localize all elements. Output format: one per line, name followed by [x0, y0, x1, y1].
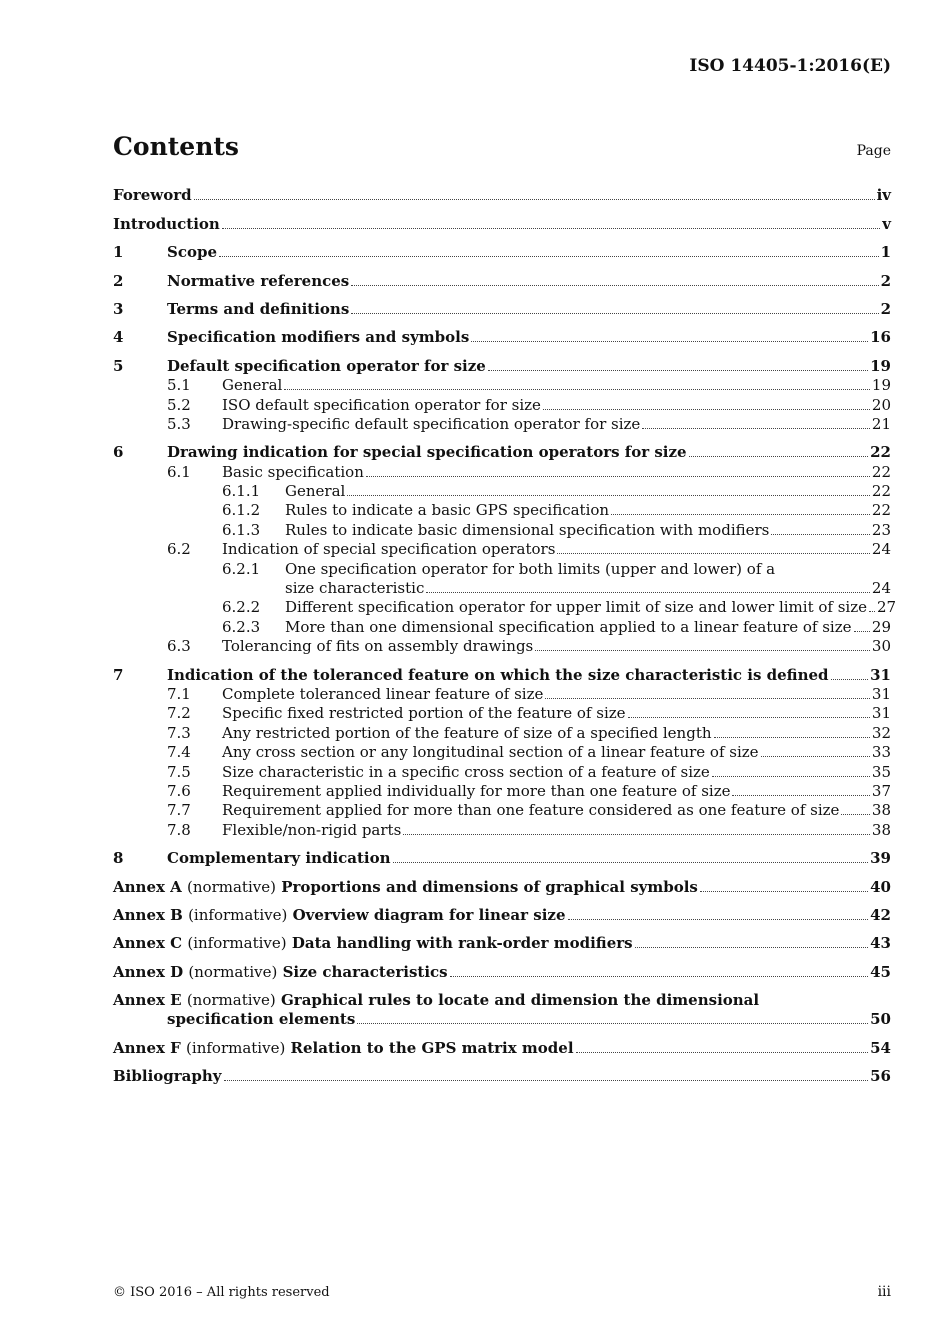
toc-entry-number: 6.2.3 — [222, 617, 261, 636]
annex-kind: (informative) — [187, 934, 287, 953]
toc-entry[interactable] — [113, 395, 891, 414]
toc-entry[interactable] — [113, 991, 891, 1010]
toc-entry-page: 32 — [871, 723, 891, 742]
toc-entry-number: 7.3 — [167, 723, 191, 742]
annex-label: Annex D — [113, 962, 184, 981]
toc-entry-title — [113, 1039, 574, 1058]
toc-entry-title: General — [285, 482, 346, 501]
toc-entry-number: 6.1 — [167, 462, 191, 481]
toc-entry[interactable] — [113, 801, 891, 820]
page-column-label: Page — [856, 143, 891, 159]
toc-entry[interactable] — [113, 501, 891, 520]
toc-entry-page: 22 — [871, 501, 891, 520]
table-of-contents — [113, 186, 897, 1086]
dot-leader — [219, 256, 879, 257]
toc-entry-page: 35 — [871, 762, 891, 781]
toc-entry-number: 7.2 — [167, 704, 191, 723]
annex-label: Annex B — [113, 905, 183, 924]
toc-entry-title: One specification operator for both limits (upper and lower) of a — [285, 559, 776, 578]
toc-entry-page: 22 — [870, 443, 891, 462]
toc-entry-page: 39 — [870, 849, 891, 868]
toc-entry-page: 50 — [870, 1010, 891, 1029]
toc-entry-title: Foreword — [113, 186, 192, 205]
dot-leader — [357, 1023, 868, 1024]
toc-entry-title: Basic specification — [222, 462, 364, 481]
toc-entry-number: 5.3 — [167, 414, 191, 433]
toc-entry[interactable] — [113, 617, 891, 636]
toc-entry[interactable] — [113, 906, 891, 925]
toc-entry[interactable] — [113, 704, 891, 723]
toc-entry[interactable] — [113, 559, 891, 578]
toc-entry-number: 3 — [113, 299, 124, 318]
toc-entry-page: 31 — [870, 665, 891, 684]
dot-leader — [628, 717, 870, 718]
toc-entry-page: 43 — [870, 934, 891, 953]
annex-title: Overview diagram for linear size — [292, 905, 566, 924]
toc-entry-page: 37 — [871, 781, 891, 800]
toc-entry-number: 7.1 — [167, 684, 191, 703]
toc-entry[interactable] — [113, 962, 891, 981]
toc-entry-number: 5 — [113, 356, 124, 375]
toc-entry-page: 40 — [870, 877, 891, 896]
toc-entry-page: 19 — [870, 356, 891, 375]
annex-label: Annex A — [113, 877, 182, 896]
dot-leader — [351, 313, 878, 314]
toc-entry-title: Normative references — [167, 271, 350, 290]
toc-entry[interactable] — [113, 685, 891, 704]
toc-entry-number: 7.8 — [167, 820, 191, 839]
dot-leader — [700, 891, 868, 892]
toc-entry-page: 29 — [871, 617, 891, 636]
toc-entry[interactable] — [113, 637, 891, 656]
toc-entry-continuation[interactable] — [113, 579, 891, 598]
toc-entry-title: Tolerancing of fits on assembly drawings — [222, 637, 534, 656]
toc-entry-page: 22 — [871, 482, 891, 501]
toc-entry-title: Rules to indicate a basic GPS specification — [285, 501, 610, 520]
toc-entry[interactable] — [113, 598, 897, 617]
toc-entry[interactable] — [113, 849, 891, 868]
dot-leader — [712, 776, 870, 777]
dot-leader — [222, 228, 880, 229]
toc-entry[interactable] — [113, 665, 891, 684]
toc-entry-page: 33 — [871, 743, 891, 762]
toc-entry-title: Complete toleranced linear feature of size — [222, 684, 544, 703]
dot-leader — [635, 947, 869, 948]
toc-entry-number: 5.2 — [167, 395, 191, 414]
dot-leader — [831, 679, 869, 680]
toc-entry-page: 19 — [871, 376, 891, 395]
toc-entry[interactable] — [113, 743, 891, 762]
toc-entry-number: 2 — [113, 271, 124, 290]
toc-entry-page: 1 — [880, 243, 891, 262]
toc-entry-title — [113, 991, 759, 1010]
dot-leader — [557, 553, 870, 554]
toc-entry-title: Any restricted portion of the feature of size of a specified length — [222, 723, 712, 742]
dot-leader — [869, 611, 875, 612]
toc-entry-number: 6.1.2 — [222, 501, 261, 520]
dot-leader — [194, 199, 875, 200]
toc-entry-number: 6.2.1 — [222, 559, 261, 578]
toc-entry-number: 6.2 — [167, 540, 191, 559]
toc-entry-title: Different specification operator for upper limit of size and lower limit of size — [285, 598, 867, 617]
toc-entry-page: iv — [876, 186, 891, 205]
toc-entry[interactable] — [113, 877, 891, 896]
dot-leader — [224, 1080, 869, 1081]
annex-label: Annex F — [113, 1038, 181, 1057]
toc-entry-page: 38 — [871, 801, 891, 820]
dot-leader — [347, 495, 870, 496]
footer-copyright: © ISO 2016 – All rights reserved — [113, 1285, 330, 1300]
dot-leader — [450, 976, 869, 977]
toc-entry-title: Rules to indicate basic dimensional specification with modifiers — [285, 520, 770, 539]
toc-entry-number: 6.1.1 — [222, 482, 261, 501]
toc-entry-number: 6.2.2 — [222, 598, 261, 617]
toc-entry-number: 8 — [113, 849, 124, 868]
annex-kind: (normative) — [187, 877, 276, 896]
dot-leader — [351, 285, 878, 286]
toc-entry-page: 31 — [871, 704, 891, 723]
dot-leader — [393, 862, 869, 863]
toc-entry-title — [113, 878, 698, 897]
toc-entry-page: 45 — [870, 962, 891, 981]
toc-entry-title: Bibliography — [113, 1067, 222, 1086]
toc-entry-title: Indication of the toleranced feature on which the size characteristic is defined — [167, 665, 829, 684]
toc-entry[interactable] — [113, 443, 891, 462]
dot-leader — [543, 409, 870, 410]
toc-entry-title: Requirement applied individually for more than one feature of size — [222, 781, 731, 800]
toc-entry[interactable] — [113, 1038, 891, 1057]
toc-entry-title-cont: specification elements — [167, 1010, 356, 1029]
toc-entry-title: Complementary indication — [167, 849, 391, 868]
dot-leader — [841, 814, 869, 815]
dot-leader — [426, 592, 870, 593]
toc-entry-number: 5.1 — [167, 376, 191, 395]
toc-entry[interactable] — [113, 540, 891, 559]
toc-entry[interactable] — [113, 376, 891, 395]
toc-entry[interactable] — [113, 723, 891, 742]
toc-entry-page: 27 — [877, 598, 897, 617]
toc-entry-number: 7.5 — [167, 762, 191, 781]
toc-entry[interactable] — [113, 356, 891, 375]
toc-entry-continuation[interactable] — [113, 1010, 891, 1029]
toc-entry-title: ISO default specification operator for size — [222, 395, 541, 414]
toc-entry-number: 7.6 — [167, 781, 191, 800]
toc-entry-title — [113, 963, 448, 982]
toc-entry-title: Drawing indication for special specification operators for size — [167, 443, 687, 462]
toc-entry-page: 38 — [871, 820, 891, 839]
toc-entry-number: 6.3 — [167, 637, 191, 656]
toc-entry[interactable] — [113, 820, 891, 839]
dot-leader — [854, 631, 870, 632]
toc-entry-title: Indication of special specification operators — [222, 540, 556, 559]
dot-leader — [284, 389, 870, 390]
toc-entry-title: Specific fixed restricted portion of the feature of size — [222, 704, 626, 723]
annex-kind: (informative) — [188, 905, 288, 924]
toc-entry-title: Terms and definitions — [167, 299, 350, 318]
toc-entry-number: 4 — [113, 328, 124, 347]
dot-leader — [471, 341, 868, 342]
toc-entry-title: Default specification operator for size — [167, 356, 486, 375]
toc-entry[interactable] — [113, 186, 891, 205]
toc-entry-page: 24 — [871, 579, 891, 598]
toc-entry-number: 1 — [113, 243, 124, 262]
toc-entry-title: Introduction — [113, 214, 220, 233]
dot-leader — [611, 514, 870, 515]
toc-entry-page: 30 — [871, 637, 891, 656]
toc-entry-title — [113, 906, 566, 925]
toc-entry-title-cont: size characteristic — [285, 579, 425, 598]
toc-entry-page: v — [882, 214, 891, 233]
toc-entry-number: 6.1.3 — [222, 520, 261, 539]
toc-entry-number: 7.4 — [167, 743, 191, 762]
toc-entry-title — [113, 934, 633, 953]
dot-leader — [732, 795, 869, 796]
toc-entry[interactable] — [113, 328, 891, 347]
toc-entry-number: 7 — [113, 665, 124, 684]
dot-leader — [576, 1052, 869, 1053]
toc-entry-page: 22 — [871, 462, 891, 481]
annex-title: Graphical rules to locate and dimension the dimensional — [280, 991, 760, 1010]
annex-title: Proportions and dimensions of graphical symbols — [281, 877, 698, 896]
toc-entry-page: 42 — [870, 905, 891, 924]
dot-leader — [366, 476, 870, 477]
dot-leader — [568, 919, 869, 920]
toc-entry[interactable] — [113, 300, 891, 319]
footer-page-number: iii — [877, 1284, 891, 1300]
toc-entry[interactable] — [113, 1067, 891, 1086]
dot-leader — [488, 370, 868, 371]
toc-entry-page: 23 — [871, 520, 891, 539]
dot-leader — [403, 834, 870, 835]
toc-entry-page: 20 — [871, 395, 891, 414]
dot-leader — [535, 650, 870, 651]
contents-title: Contents — [113, 132, 240, 161]
annex-title: Data handling with rank-order modifiers — [291, 934, 633, 953]
annex-title: Relation to the GPS matrix model — [290, 1038, 574, 1057]
toc-entry[interactable] — [113, 934, 891, 953]
toc-entry-title: More than one dimensional specification applied to a linear feature of size — [285, 617, 852, 636]
toc-entry-title: Scope — [167, 243, 218, 262]
dot-leader — [689, 456, 869, 457]
toc-entry[interactable] — [113, 762, 891, 781]
toc-entry-page: 16 — [870, 328, 891, 347]
toc-entry[interactable] — [113, 415, 891, 434]
toc-entry[interactable] — [113, 462, 891, 481]
toc-entry-page: 24 — [871, 540, 891, 559]
toc-entry-number: 6 — [113, 443, 124, 462]
dot-leader — [545, 698, 870, 699]
toc-entry-page: 54 — [870, 1038, 891, 1057]
toc-entry-number: 7.7 — [167, 801, 191, 820]
toc-entry[interactable] — [113, 271, 891, 290]
toc-entry[interactable] — [113, 214, 891, 233]
toc-entry-page: 31 — [871, 684, 891, 703]
toc-entry-title: Flexible/non-rigid parts — [222, 820, 402, 839]
annex-kind: (normative) — [188, 962, 278, 981]
annex-title: Size characteristics — [282, 962, 448, 981]
toc-entry-title: Drawing-specific default specification operator for size — [222, 414, 641, 433]
toc-entry-title: Size characteristic in a specific cross section of a feature of size — [222, 762, 710, 781]
annex-label: Annex E — [113, 991, 182, 1010]
toc-entry-page: 56 — [870, 1067, 891, 1086]
toc-entry[interactable] — [113, 482, 891, 501]
toc-entry-page: 2 — [880, 271, 891, 290]
annex-kind: (normative) — [186, 991, 276, 1010]
toc-entry[interactable] — [113, 782, 891, 801]
dot-leader — [761, 756, 870, 757]
toc-entry[interactable] — [113, 520, 891, 539]
toc-entry-page: 2 — [880, 299, 891, 318]
toc-entry-title: Requirement applied for more than one feature considered as one feature of size — [222, 801, 840, 820]
dot-leader — [771, 534, 870, 535]
toc-entry-title: General — [222, 376, 283, 395]
toc-entry-page: 21 — [871, 414, 891, 433]
dot-leader — [642, 428, 870, 429]
toc-entry-title: Specification modifiers and symbols — [167, 328, 470, 347]
document-id: ISO 14405-1:2016(E) — [689, 56, 891, 76]
annex-kind: (informative) — [186, 1038, 286, 1057]
toc-entry[interactable] — [113, 243, 891, 262]
dot-leader — [714, 737, 870, 738]
annex-label: Annex C — [113, 934, 183, 953]
toc-entry-title: Any cross section or any longitudinal section of a linear feature of size — [222, 743, 759, 762]
